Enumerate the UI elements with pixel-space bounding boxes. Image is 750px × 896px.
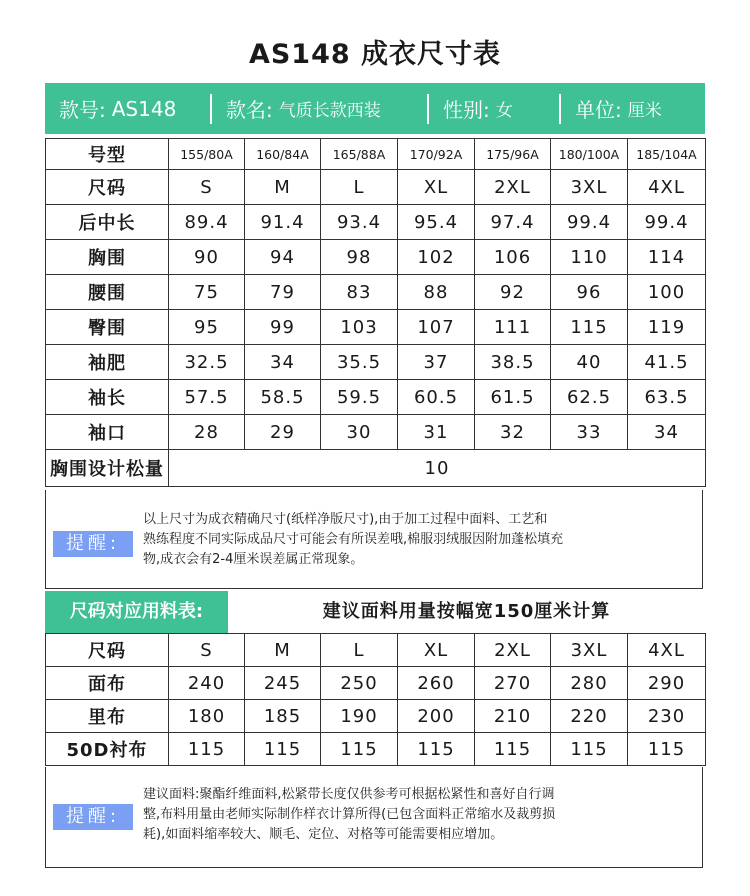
table-cell: 220 bbox=[551, 700, 628, 733]
table-cell: 83 bbox=[321, 275, 398, 310]
ease-value: 10 bbox=[169, 450, 706, 487]
table-cell: 96 bbox=[551, 275, 628, 310]
size-row bbox=[46, 415, 706, 450]
table-cell: 102 bbox=[398, 240, 475, 275]
table-cell: 35.5 bbox=[321, 345, 398, 380]
style-name-label: 款名: bbox=[226, 98, 273, 122]
table-cell: 4XL bbox=[628, 170, 706, 205]
reminder-line: 以上尺寸为成衣精确尺寸(纸样净版尺寸),由于加工过程中面料、工艺和 bbox=[143, 512, 548, 527]
table-cell: 115 bbox=[475, 733, 551, 766]
reminder-text bbox=[143, 785, 555, 845]
row-label: 尺码 bbox=[46, 634, 169, 667]
table-cell: 92 bbox=[475, 275, 551, 310]
size-code: 175/96A bbox=[475, 139, 551, 170]
size-code: 180/100A bbox=[551, 139, 628, 170]
unit bbox=[561, 83, 701, 134]
table-cell: 3XL bbox=[551, 634, 628, 667]
table-cell: 107 bbox=[398, 310, 475, 345]
table-cell: 270 bbox=[475, 667, 551, 700]
size-row bbox=[46, 275, 706, 310]
fabric-row bbox=[46, 634, 706, 667]
style-number bbox=[45, 83, 210, 134]
table-cell: 75 bbox=[169, 275, 245, 310]
table-cell: 3XL bbox=[551, 170, 628, 205]
table-cell: 245 bbox=[245, 667, 321, 700]
table-cell: 115 bbox=[398, 733, 475, 766]
size-code: 185/104A bbox=[628, 139, 706, 170]
reminder-line: 耗),如面料缩率较大、顺毛、定位、对格等可能需要相应增加。 bbox=[143, 827, 504, 842]
table-cell: 34 bbox=[628, 415, 706, 450]
table-cell: L bbox=[321, 634, 398, 667]
size-code: 165/88A bbox=[321, 139, 398, 170]
table-cell: 99 bbox=[245, 310, 321, 345]
table-cell: 230 bbox=[628, 700, 706, 733]
table-cell: 97.4 bbox=[475, 205, 551, 240]
table-cell: M bbox=[245, 634, 321, 667]
table-cell: XL bbox=[398, 634, 475, 667]
row-label: 里布 bbox=[46, 700, 169, 733]
size-row bbox=[46, 240, 706, 275]
table-cell: 119 bbox=[628, 310, 706, 345]
table-cell: 280 bbox=[551, 667, 628, 700]
table-cell: 115 bbox=[245, 733, 321, 766]
unit-value: 厘米 bbox=[627, 101, 662, 121]
table-cell: 100 bbox=[628, 275, 706, 310]
reminder-tag: 提醒: bbox=[53, 531, 133, 557]
page-title: AS148 成衣尺寸表 bbox=[248, 39, 502, 70]
table-cell: 34 bbox=[245, 345, 321, 380]
table-cell: 58.5 bbox=[245, 380, 321, 415]
table-cell: 4XL bbox=[628, 634, 706, 667]
fabric-row bbox=[46, 733, 706, 766]
style-name-value: 气质长款西装 bbox=[278, 101, 381, 121]
reminder-line: 物,成衣会有2-4厘米误差属正常现象。 bbox=[143, 552, 364, 567]
reminder-line: 熟练程度不同实际成品尺寸可能会有所误差哦,棉服羽绒服因附加蓬松填充 bbox=[143, 532, 564, 547]
table-cell: 180 bbox=[169, 700, 245, 733]
table-cell: 94 bbox=[245, 240, 321, 275]
table-cell: 103 bbox=[321, 310, 398, 345]
style-name bbox=[212, 83, 427, 134]
table-cell: 115 bbox=[551, 733, 628, 766]
table-cell: 29 bbox=[245, 415, 321, 450]
table-cell: 99.4 bbox=[551, 205, 628, 240]
table-cell: 115 bbox=[551, 310, 628, 345]
size-header-label: 号型 bbox=[46, 139, 169, 170]
table-cell: 79 bbox=[245, 275, 321, 310]
fabric-table bbox=[45, 633, 706, 766]
table-cell: 2XL bbox=[475, 170, 551, 205]
table-cell: 38.5 bbox=[475, 345, 551, 380]
size-table bbox=[45, 138, 706, 487]
table-cell: 190 bbox=[321, 700, 398, 733]
reminder-text bbox=[143, 510, 563, 570]
fabric-row bbox=[46, 700, 706, 733]
row-label: 袖肥 bbox=[46, 345, 169, 380]
table-cell: 111 bbox=[475, 310, 551, 345]
table-cell: 89.4 bbox=[169, 205, 245, 240]
table-cell: L bbox=[321, 170, 398, 205]
table-cell: 41.5 bbox=[628, 345, 706, 380]
table-cell: XL bbox=[398, 170, 475, 205]
table-cell: 33 bbox=[551, 415, 628, 450]
table-cell: 210 bbox=[475, 700, 551, 733]
table-cell: 88 bbox=[398, 275, 475, 310]
style-number-value: AS148 bbox=[111, 96, 177, 121]
reminder-line: 建议面料:聚酯纤维面料,松紧带长度仅供参考可根据松紧性和喜好自行调 bbox=[143, 787, 555, 802]
table-cell: 98 bbox=[321, 240, 398, 275]
table-cell: 62.5 bbox=[551, 380, 628, 415]
row-label: 腰围 bbox=[46, 275, 169, 310]
row-label: 后中长 bbox=[46, 205, 169, 240]
ease-row bbox=[46, 450, 706, 487]
table-cell: 40 bbox=[551, 345, 628, 380]
row-label: 尺码 bbox=[46, 170, 169, 205]
table-cell: 115 bbox=[628, 733, 706, 766]
table-cell: 30 bbox=[321, 415, 398, 450]
table-cell: 37 bbox=[398, 345, 475, 380]
size-code: 160/84A bbox=[245, 139, 321, 170]
table-cell: 28 bbox=[169, 415, 245, 450]
table-cell: 250 bbox=[321, 667, 398, 700]
row-label: 袖口 bbox=[46, 415, 169, 450]
table-cell: S bbox=[169, 170, 245, 205]
size-code: 155/80A bbox=[169, 139, 245, 170]
size-code: 170/92A bbox=[398, 139, 475, 170]
reminder-line: 整,布料用量由老师实际制作样衣计算所得(已包含面料正常缩水及裁剪损 bbox=[143, 807, 556, 822]
style-number-label: 款号: bbox=[59, 98, 106, 122]
table-cell: 115 bbox=[169, 733, 245, 766]
row-label: 面布 bbox=[46, 667, 169, 700]
table-cell: 185 bbox=[245, 700, 321, 733]
row-label: 胸围 bbox=[46, 240, 169, 275]
table-cell: 260 bbox=[398, 667, 475, 700]
table-cell: 59.5 bbox=[321, 380, 398, 415]
gender-value: 女 bbox=[495, 101, 513, 121]
table-cell: 90 bbox=[169, 240, 245, 275]
table-cell: 32.5 bbox=[169, 345, 245, 380]
fabric-section-header bbox=[45, 591, 705, 633]
table-cell: 63.5 bbox=[628, 380, 706, 415]
reminder-tag: 提醒: bbox=[53, 804, 133, 830]
table-cell: 31 bbox=[398, 415, 475, 450]
table-cell: 95.4 bbox=[398, 205, 475, 240]
table-cell: 240 bbox=[169, 667, 245, 700]
table-cell: 95 bbox=[169, 310, 245, 345]
size-row bbox=[46, 170, 706, 205]
row-label: 50D衬布 bbox=[46, 733, 169, 766]
row-label: 袖长 bbox=[46, 380, 169, 415]
product-info-bar bbox=[45, 83, 705, 134]
table-cell: 57.5 bbox=[169, 380, 245, 415]
row-label: 臀围 bbox=[46, 310, 169, 345]
gender bbox=[429, 83, 559, 134]
reminder-box-2 bbox=[45, 767, 703, 868]
size-row bbox=[46, 310, 706, 345]
table-cell: 32 bbox=[475, 415, 551, 450]
size-row bbox=[46, 380, 706, 415]
table-cell: 290 bbox=[628, 667, 706, 700]
reminder-box-1 bbox=[45, 490, 703, 589]
ease-label: 胸围设计松量 bbox=[46, 450, 169, 487]
unit-label: 单位: bbox=[575, 98, 622, 122]
size-row bbox=[46, 205, 706, 240]
table-cell: 110 bbox=[551, 240, 628, 275]
table-cell: 106 bbox=[475, 240, 551, 275]
fabric-section-subtitle: 建议面料用量按幅宽150厘米计算 bbox=[322, 601, 611, 622]
size-header-row bbox=[46, 139, 706, 170]
table-cell: 114 bbox=[628, 240, 706, 275]
table-cell: 61.5 bbox=[475, 380, 551, 415]
table-cell: 60.5 bbox=[398, 380, 475, 415]
table-cell: 115 bbox=[321, 733, 398, 766]
table-cell: S bbox=[169, 634, 245, 667]
fabric-row bbox=[46, 667, 706, 700]
table-cell: 91.4 bbox=[245, 205, 321, 240]
table-cell: M bbox=[245, 170, 321, 205]
table-cell: 93.4 bbox=[321, 205, 398, 240]
table-cell: 2XL bbox=[475, 634, 551, 667]
size-row bbox=[46, 345, 706, 380]
table-cell: 200 bbox=[398, 700, 475, 733]
table-cell: 99.4 bbox=[628, 205, 706, 240]
gender-label: 性别: bbox=[443, 98, 490, 122]
fabric-section-title: 尺码对应用料表: bbox=[45, 591, 228, 633]
